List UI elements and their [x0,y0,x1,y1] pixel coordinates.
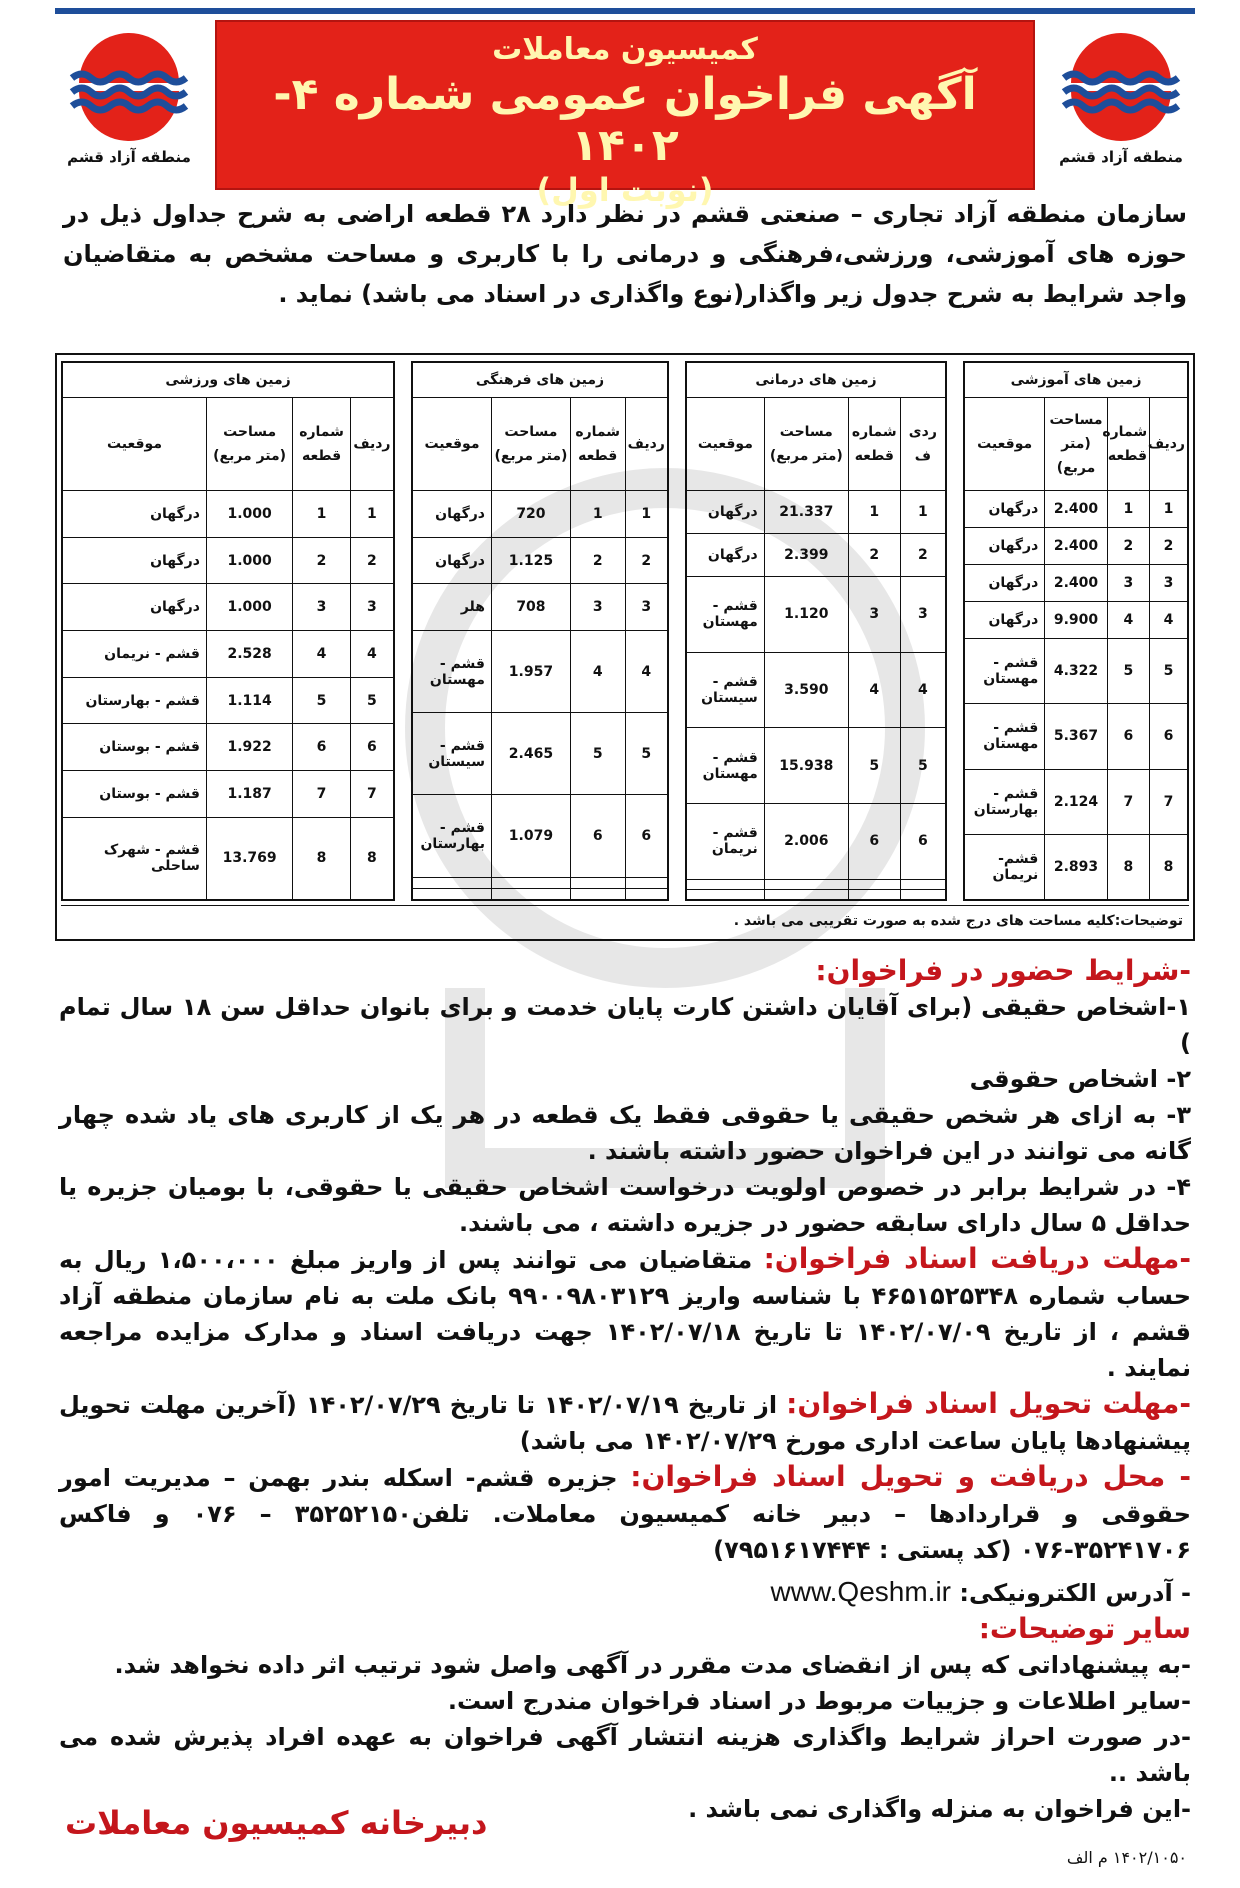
logo-caption-left: منطقه آزاد قشم [67,148,191,166]
cell-row: 5 [625,713,667,795]
cell-row: 4 [350,631,393,678]
cell-area: 1.000 [206,584,292,631]
cell-parcel: 7 [1107,769,1149,834]
table-row [413,537,668,584]
cell-area: 2.124 [1045,769,1107,834]
cell-area: 2.400 [1045,565,1107,602]
cell-row: 1 [900,491,945,534]
table-row [413,795,668,877]
cell-row: 3 [625,584,667,631]
cell-area: 1.079 [491,795,570,877]
cell-location: قشم- نریمان [965,834,1045,899]
banner-round: (نوبت اول) [536,171,714,209]
cell-parcel: 1 [293,491,351,538]
cell-parcel: 8 [293,817,351,899]
other-notes-title: سایر توضیحات: [978,1612,1191,1645]
cell-row: 6 [1150,704,1188,769]
cell-row: 1 [1150,491,1188,528]
cell-location [413,877,492,888]
cell-location: قشم - بهارستان [965,769,1045,834]
conditions-title: -شرایط حضور در فراخوان: [815,954,1191,987]
other-note-4: -این فراخوان به منزله واگذاری نمی باشد . [688,1795,1191,1823]
cell-area: 1.000 [206,491,292,538]
qeshm-logo-icon [1056,28,1186,146]
table-row [965,704,1188,769]
table-row [965,528,1188,565]
cell-area [491,877,570,888]
qeshm-logo-right [1047,28,1195,184]
table-row [63,724,394,771]
cell-parcel: 1 [570,491,625,538]
cell-row: 2 [900,533,945,576]
cell-area: 1.000 [206,537,292,584]
cell-parcel [848,889,900,899]
col-parcel: شماره قطعه [848,398,900,491]
cell-location: قشم - سیستان [413,713,492,795]
table-row [413,713,668,795]
table-row [413,491,668,538]
col-location: موقعیت [965,398,1045,491]
cell-row: 6 [625,795,667,877]
cell-location: قشم - بوستان [63,771,207,818]
cell-area: 9.900 [1045,602,1107,639]
banner-title: آگهی فراخوان عمومی شماره ۴- ۱۴۰۲ [273,69,977,171]
table-row [63,677,394,724]
cell-area: 2.400 [1045,491,1107,528]
cell-area: 1.125 [491,537,570,584]
col-location: موقعیت [63,398,207,491]
table-row [413,888,668,899]
land-tables [55,353,1195,941]
cell-area: 1.114 [206,677,292,724]
cell-row: 1 [625,491,667,538]
cell-location: قشم - نریمان [687,803,765,879]
cell-row: 3 [1150,565,1188,602]
other-note-2: -سایر اطلاعات و جزییات مربوط در اسناد فراخوان مندرج است. [447,1687,1191,1715]
cell-location: درگهان [965,528,1045,565]
cell-row: 4 [625,631,667,713]
table-row [687,491,946,534]
website-link[interactable]: www.Qeshm.ir [770,1576,951,1607]
cell-row: 5 [1150,639,1188,704]
table-row [965,602,1188,639]
table-row [687,803,946,879]
cell-parcel: 5 [848,728,900,804]
cell-parcel: 4 [1107,602,1149,639]
col-row: ردیف [1150,398,1188,491]
cell-area: 15.938 [764,728,848,804]
cell-parcel: 5 [570,713,625,795]
cell-location: درگهان [63,584,207,631]
cell-area: 720 [491,491,570,538]
cell-location: درگهان [965,491,1045,528]
email-label: - آدرس الکترونیکی: [951,1579,1191,1607]
cell-parcel: 5 [1107,639,1149,704]
cell-row: 5 [350,677,393,724]
cell-parcel: 2 [570,537,625,584]
cell-parcel: 3 [293,584,351,631]
cell-parcel: 3 [848,576,900,652]
cell-location: درگهان [413,491,492,538]
table-row [687,879,946,889]
col-area: مساحت (متر مربع) [1045,398,1107,491]
cell-row [625,888,667,899]
cell-area: 708 [491,584,570,631]
cell-location: درگهان [63,491,207,538]
cell-location: درگهان [965,565,1045,602]
cell-parcel: 7 [293,771,351,818]
deadline-deliver [59,1386,1191,1459]
cell-row: 7 [350,771,393,818]
cell-parcel: 6 [570,795,625,877]
table-row [687,652,946,728]
table-row [63,584,394,631]
location-title: - محل دریافت و تحویل اسناد فراخوان: [630,1460,1191,1493]
table-row [413,877,668,888]
logo-caption-right: منطقه آزاد قشم [1059,148,1183,166]
cell-row: 8 [350,817,393,899]
secretariat-signature: دبیرخانه کمیسیون معاملات [65,1804,488,1842]
cell-parcel: 3 [1107,565,1149,602]
table-sports [61,361,395,901]
cell-location: قشم - مهستان [687,728,765,804]
cell-area: 2.465 [491,713,570,795]
table-row [687,728,946,804]
cell-parcel: 6 [293,724,351,771]
col-row: ردی ف [900,398,945,491]
deadline-receive-text: متقاضیان می توانند پس از واریز مبلغ ۱،۵۰۰،۰۰۰ ریال به حساب شماره ۴۶۵۱۵۲۵۳۴۸ با شناسه واریز ۹۹۰۰۹۸۰۳۱۲۹ بانک ملت به نام سازمان منطقه آزاد قشم ، از تاریخ ۱۴۰۲/۰۷/۰۹ تا تاریخ ۱۴۰۲/۰۷/۱۸ جهت دریافت اسناد و مدارک مزایده مراجعه نمایند . [59,1246,1192,1382]
cell-parcel: 5 [293,677,351,724]
top-border-line [55,8,1195,14]
qeshm-logo-left [55,28,203,184]
cell-row: 3 [900,576,945,652]
cell-parcel: 2 [293,537,351,584]
cell-location: قشم - مهستان [965,639,1045,704]
cell-row: 2 [625,537,667,584]
ad-code: ۱۴۰۲/۱۰۵۰ م الف [1066,1848,1187,1867]
announcement-page [55,8,1195,1880]
cell-area: 5.367 [1045,704,1107,769]
cell-location: درگهان [965,602,1045,639]
footer [55,1798,1195,1868]
table-row [687,533,946,576]
deadline-receive [59,1241,1191,1386]
table-row [965,565,1188,602]
cell-row: 2 [350,537,393,584]
cell-parcel [570,888,625,899]
table-row [63,771,394,818]
cell-area: 13.769 [206,817,292,899]
cell-row [900,879,945,889]
cell-parcel: 6 [1107,704,1149,769]
col-parcel: شماره قطعه [570,398,625,491]
cell-parcel: 2 [1107,528,1149,565]
cell-row: 6 [350,724,393,771]
cell-parcel [570,877,625,888]
table-title: زمین های ورزشی [63,363,394,398]
table-row [63,631,394,678]
cell-area: 1.120 [764,576,848,652]
col-parcel: شماره قطعه [1107,398,1149,491]
cell-area [491,888,570,899]
col-area: مساحت (متر مربع) [764,398,848,491]
table-row [687,889,946,899]
cell-row: 1 [350,491,393,538]
table-row [965,639,1188,704]
condition-1: ۱-اشخاص حقیقی (برای آقایان داشتن کارت پایان خدمت و برای بانوان حداقل سن ۱۸ سال تمام ) [59,993,1191,1057]
table-row [63,537,394,584]
cell-parcel: 6 [848,803,900,879]
condition-2: ۲- اشخاص حقوقی [969,1065,1191,1093]
table-row [63,817,394,899]
cell-area [764,889,848,899]
cell-location: درگهان [63,537,207,584]
cell-area: 2.528 [206,631,292,678]
qeshm-logo-icon [64,28,194,146]
cell-row: 8 [1150,834,1188,899]
cell-location: قشم - سیستان [687,652,765,728]
other-note-3: -در صورت احراز شرایط واگذاری هزینه انتشار آگهی فراخوان به عهده افراد پذیرش شده می باشد .. [59,1723,1191,1787]
cell-parcel: 8 [1107,834,1149,899]
cell-location: قشم - شهرک ساحلی [63,817,207,899]
col-location: موقعیت [413,398,492,491]
cell-row: 7 [1150,769,1188,834]
cell-row: 2 [1150,528,1188,565]
cell-location: درگهان [687,533,765,576]
cell-row: 4 [1150,602,1188,639]
cell-row: 3 [350,584,393,631]
cell-location [687,879,765,889]
table-medical [685,361,947,901]
table-title: زمین های فرهنگی [413,363,668,398]
table-row [413,631,668,713]
cell-row: 6 [900,803,945,879]
cell-location: قشم - بهارستان [63,677,207,724]
cell-location: درگهان [413,537,492,584]
condition-4: ۴- در شرایط برابر در خصوص اولویت درخواست اشخاص حقیقی یا حقوقی، با بومیان جزیره یا حداقل ۵ سال دارای سابقه حضور در جزیره داشته ، می باشند. [59,1173,1191,1237]
cell-area: 21.337 [764,491,848,534]
col-area: مساحت (متر مربع) [206,398,292,491]
cell-location: هلر [413,584,492,631]
table-note: توضیحات:کلیه مساحت های درج شده به صورت تقریبی می باشد . [61,905,1189,936]
conditions-section [59,953,1191,1827]
cell-location [687,889,765,899]
table-row [965,491,1188,528]
cell-parcel: 1 [848,491,900,534]
cell-location: قشم - بوستان [63,724,207,771]
cell-area: 1.922 [206,724,292,771]
cell-area: 2.399 [764,533,848,576]
cell-area: 1.957 [491,631,570,713]
cell-parcel: 3 [570,584,625,631]
cell-area: 3.590 [764,652,848,728]
cell-location: قشم - مهستان [965,704,1045,769]
table-title: زمین های درمانی [687,363,946,398]
cell-parcel: 4 [848,652,900,728]
table-title: زمین های آموزشی [965,363,1188,398]
cell-area: 2.400 [1045,528,1107,565]
cell-location: قشم - مهستان [687,576,765,652]
cell-row: 4 [900,652,945,728]
cell-parcel: 2 [848,533,900,576]
col-parcel: شماره قطعه [293,398,351,491]
table-row [965,834,1188,899]
cell-location: درگهان [687,491,765,534]
cell-parcel: 1 [1107,491,1149,528]
banner-commission: کمیسیون معاملات [492,32,758,67]
cell-parcel: 4 [570,631,625,713]
header [55,20,1195,209]
other-note-1: -به پیشنهاداتی که پس از انقضای مدت مقرر در آگهی واصل شود ترتیب اثر داده نخواهد شد. [114,1651,1191,1679]
table-row [965,769,1188,834]
cell-location [413,888,492,899]
deadline-receive-title: -مهلت دریافت اسناد فراخوان: [763,1242,1191,1275]
cell-area: 1.187 [206,771,292,818]
cell-row [900,889,945,899]
deadline-deliver-text: از تاریخ ۱۴۰۲/۰۷/۱۹ تا تاریخ ۱۴۰۲/۰۷/۲۹ (آخرین مهلت تحویل پیشنهادها پایان ساعت اداری مورخ ۱۴۰۲/۰۷/۲۹ می باشد) [59,1391,1191,1455]
table-row [63,491,394,538]
intro-paragraph: سازمان منطقه آزاد تجاری – صنعتی قشم در نظر دارد ۲۸ قطعه اراضی به شرح جداول ذیل در حوزه های آموزشی، ورزشی،فرهنگی و درمانی را با کاربری و مساحت مشخص به متقاضیان واجد شرایط به شرح جدول زیر واگذار(نوع واگذاری در اسناد می باشد) نماید . [63,200,1187,308]
condition-3: ۳- به ازای هر شخص حقیقی یا حقوقی فقط یک قطعه در هر یک از کاربری های یاد شده چهار گانه می توانند در این فراخوان حضور داشته باشند . [59,1101,1191,1165]
table-row [413,584,668,631]
email-line [59,1574,1191,1611]
col-area: مساحت (متر مربع) [491,398,570,491]
location-text: جزیره قشم- اسکله بندر بهمن – مدیریت امور حقوقی و قراردادها – دبیر خانه کمیسیون معاملات. تلفن۳۵۲۵۲۱۵۰ – ۰۷۶ و فاکس ۳۵۲۴۱۷۰۶-۰۷۶ (کد پستی : ۷۹۵۱۶۱۷۴۴۴) [59,1464,1191,1564]
col-row: ردیف [625,398,667,491]
table-row [687,576,946,652]
cell-area: 2.006 [764,803,848,879]
cell-location: قشم - بهارستان [413,795,492,877]
col-row: ردیف [350,398,393,491]
table-educational [963,361,1189,901]
cell-area: 2.893 [1045,834,1107,899]
title-banner [215,20,1035,209]
col-location: موقعیت [687,398,765,491]
cell-location: قشم - نریمان [63,631,207,678]
table-cultural [411,361,669,901]
cell-parcel [848,879,900,889]
cell-row: 5 [900,728,945,804]
delivery-location [59,1459,1191,1568]
cell-location: قشم - مهستان [413,631,492,713]
cell-area [764,879,848,889]
deadline-deliver-title: -مهلت تحویل اسناد فراخوان: [786,1387,1192,1420]
cell-row [625,877,667,888]
cell-parcel: 4 [293,631,351,678]
cell-area: 4.322 [1045,639,1107,704]
